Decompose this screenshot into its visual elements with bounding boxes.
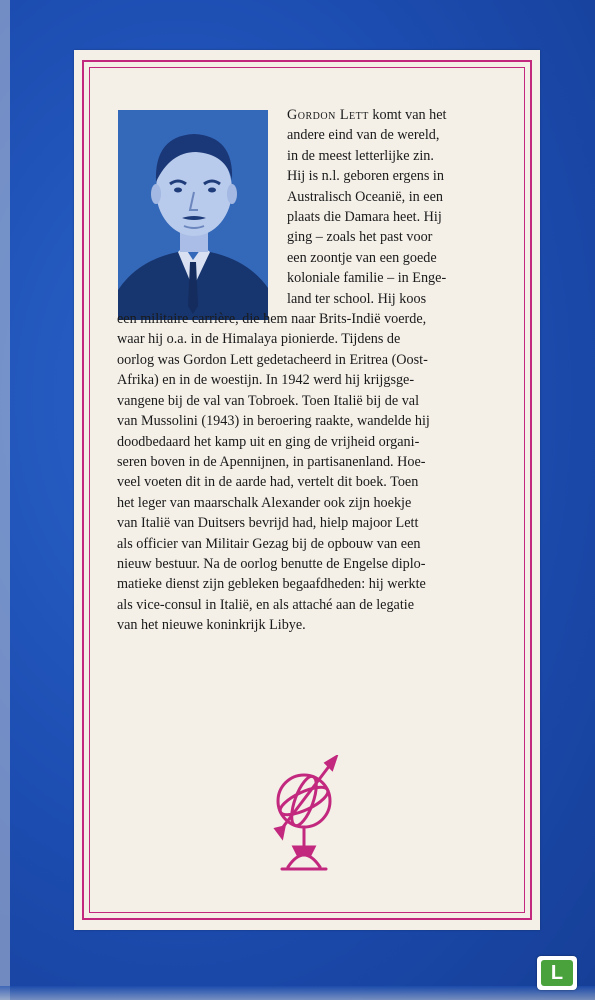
bio-line-1 xyxy=(117,105,522,125)
bio-line: het leger van maarschalk Alexander ook zijn hoekje xyxy=(117,494,412,511)
bio-line: als officier van Militair Gezag bij de opbouw van een xyxy=(117,535,421,552)
bio-line: seren boven in de Apennijnen, in partisanenland. Hoe- xyxy=(117,453,426,470)
text-panel xyxy=(74,50,540,930)
bio-line: vangene bij de val van Tobroek. Toen Italië bij de val xyxy=(117,392,420,409)
bio-line: van Mussolini (1943) in beroering raakte, wandelde hij xyxy=(117,413,430,430)
bio-line: andere eind van de wereld, xyxy=(287,127,440,144)
bio-line: land ter school. Hij koos xyxy=(287,290,427,307)
bio-line: plaats die Damara heet. Hij xyxy=(287,209,442,226)
bio-line-1-text: komt van het xyxy=(372,107,447,123)
bio-line: nieuw bestuur. Na de oorlog benutte de Engelse diplo- xyxy=(117,555,426,572)
bio-line: van het nieuwe koninkrijk Libye. xyxy=(117,617,306,634)
author-name xyxy=(287,107,369,123)
bio-line: als vice-consul in Italië, en als attaché aan de legatie xyxy=(117,596,415,613)
bio-line: koloniale familie – in Enge- xyxy=(287,270,447,287)
bio-line: van Italië van Duitsers bevrijd had, hielp majoor Lett xyxy=(117,515,419,532)
bio-line: een zoontje van een goede xyxy=(287,249,437,266)
bio-line: Hij is n.l. geboren ergens in xyxy=(287,168,444,185)
bio-line: Australisch Oceanië, in een xyxy=(287,188,444,205)
library-badge-icon xyxy=(537,956,577,990)
bio-line: veel voeten dit in de aarde had, vertelt dit boek. Toen xyxy=(117,474,419,491)
bio-line: in de meest letterlijke zin. xyxy=(287,147,434,164)
author-first-name: Gordon xyxy=(287,107,336,123)
bottom-wear xyxy=(0,986,595,1000)
bio-line: waar hij o.a. in de Himalaya pionierde. Tijdens de xyxy=(117,331,401,348)
bio-line: Afrika) en in de woestijn. In 1942 werd hij krijgsge- xyxy=(117,372,415,389)
bio-line: doodbedaard het kamp uit en ging de vrijheid organi- xyxy=(117,433,420,450)
bio-line: een militaire carrière, die hem naar Brits-Indië voerde, xyxy=(117,311,427,328)
badge-letter: L xyxy=(541,960,573,986)
bio-line: matieke dienst zijn gebleken begaafdheden: hij werkte xyxy=(117,576,426,593)
bio-line: oorlog was Gordon Lett gedetacheerd in Eritrea (Oost- xyxy=(117,351,428,368)
author-last-name: Lett xyxy=(339,107,369,123)
spine-wear xyxy=(0,0,10,1000)
bio-line: ging – zoals het past voor xyxy=(287,229,433,246)
biography-text xyxy=(117,105,522,636)
armillary-sphere-icon xyxy=(264,755,346,875)
